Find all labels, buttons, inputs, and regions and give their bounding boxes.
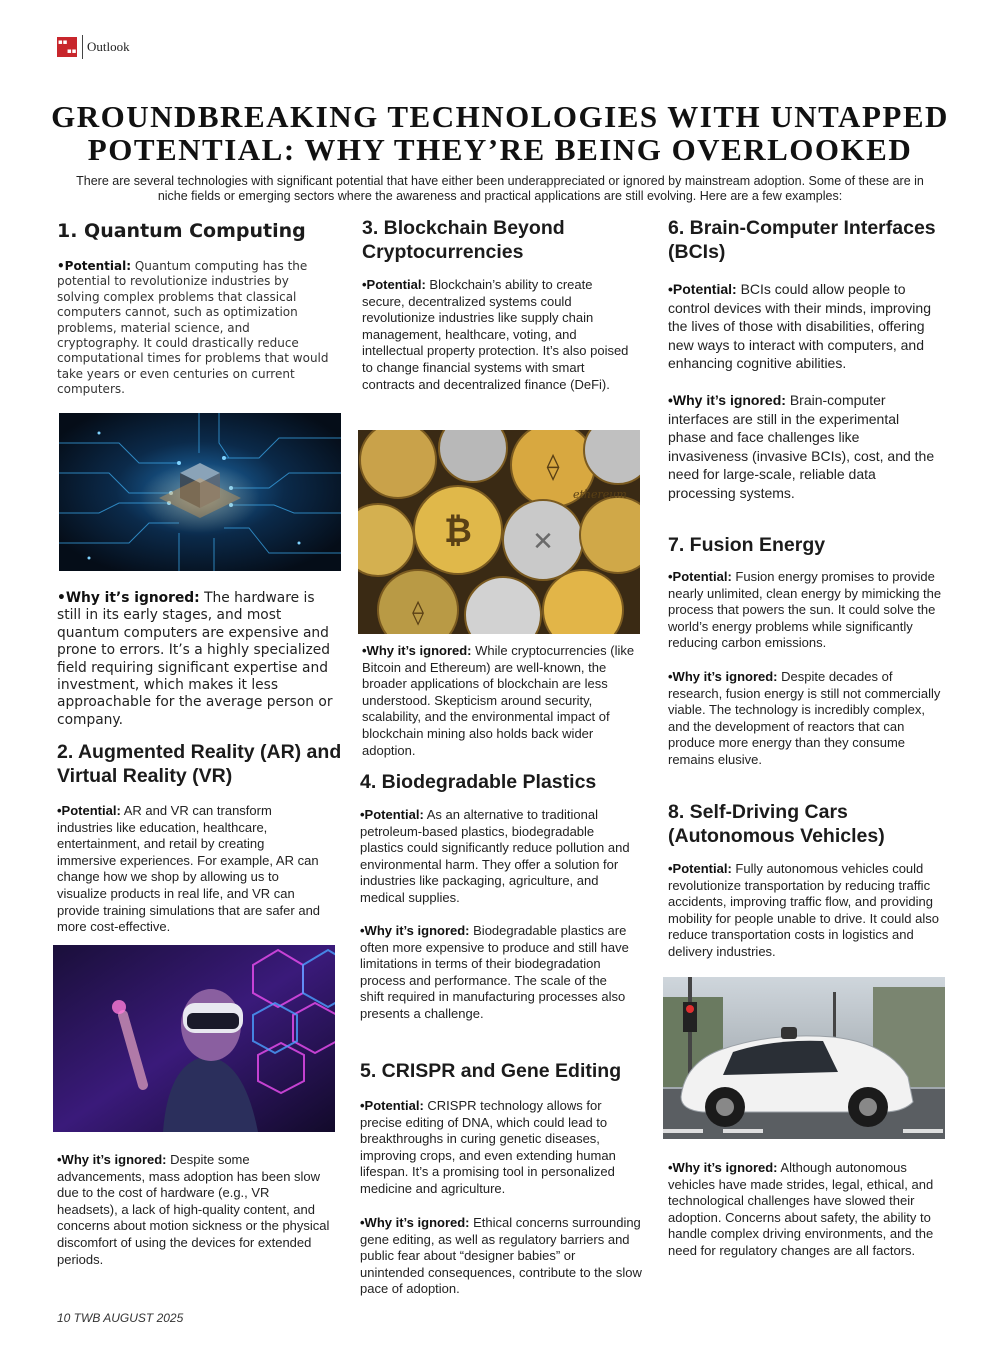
- section-heading: 2. Augmented Reality (AR) and Virtual Reality (VR): [57, 741, 342, 787]
- why-text: The hardware is still in its early stages, and most quantum computers are expensive and prone to errors. It’s a highly specialized field requiring significant expertise and investment, which makes it less approachable for the average person or company.: [57, 590, 333, 728]
- section-heading: 5. CRISPR and Gene Editing: [360, 1060, 622, 1082]
- logo-mark: ▪▪: [58, 38, 68, 46]
- page-title: [0, 100, 1000, 166]
- why-text: Despite some advancements, mass adoption has been slow due to the cost of hardware (e.g., VR headsets), a lack of high-quality content, and concerns about motion sickness or the physical discomfort of using the devices for extended periods.: [57, 1152, 330, 1267]
- why-text: Biodegradable plastics are often more expensive to produce and still have limitations in terms of their biodegradation process and performance. The scale of the shift required in manufacturing processes also presents a challenge.: [360, 923, 629, 1021]
- section-bioplastics-heading-block: [360, 770, 640, 794]
- section-heading: 8. Self-Driving Cars (Autonomous Vehicles): [668, 801, 885, 847]
- section-fusion-heading-block: [668, 533, 948, 557]
- why-label: •Why it’s ignored:: [362, 643, 472, 658]
- section-blockchain-why: [362, 643, 644, 759]
- section-quantum-why: [57, 590, 339, 729]
- potential-label: •Potential:: [668, 281, 737, 297]
- vr-headset-image: [53, 945, 335, 1132]
- section-arvr-potential: [57, 803, 327, 936]
- potential-text: CRISPR technology allows for precise editing of DNA, which could lead to breakthroughs in curing genetic diseases, improving crops, and even extending human lifespan. It’s a promising tool in personalized medicine and agriculture.: [360, 1098, 616, 1196]
- potential-text: AR and VR can transform industries like education, healthcare, entertainment, and retail by creating immersive experiences. For example, AR can change how we shop by allowing us to visualize products in real life, and VR can provide training simulations that are safer and more cost-effective.: [57, 803, 321, 935]
- logo-mark-2: ▪▪: [67, 47, 77, 55]
- section-label: Outlook: [87, 39, 130, 54]
- section-bci-heading-block: [668, 216, 953, 264]
- section-arvr-why: [57, 1152, 332, 1268]
- potential-label: •Potential:: [668, 861, 732, 876]
- potential-label: •Potential:: [360, 1098, 424, 1113]
- potential-label: •Potential:: [360, 807, 424, 822]
- why-text: Brain-computer interfaces are still in the experimental phase and face challenges like invasiveness (invasive BCIs), cost, and the need for large-scale, reliable data processing systems.: [668, 392, 935, 501]
- section-blockchain-potential: [362, 277, 630, 393]
- header-divider: [82, 35, 83, 59]
- crypto-coins-image: [358, 430, 640, 634]
- why-label: •Why it’s ignored:: [57, 1152, 167, 1167]
- why-text: Despite decades of research, fusion energy is still not commercially viable. The technology is incredibly complex, and the development of reactors that can produce more energy than they consume remains elusive.: [668, 669, 941, 767]
- why-label: •Why it’s ignored:: [668, 392, 786, 408]
- why-text: Ethical concerns surrounding gene editing, as well as regulatory barriers and public fear about “designer babies” or unintended consequences, contribute to the slow pace of adoption.: [360, 1215, 642, 1297]
- section-fusion-potential: [668, 569, 952, 652]
- ethereum-symbol-2: ⟠: [412, 598, 424, 626]
- section-heading: 6. Brain-Computer Interfaces (BCIs): [668, 217, 936, 263]
- why-label: •Why it’s ignored:: [668, 669, 778, 684]
- potential-text: Fusion energy promises to provide nearly unlimited, clean energy by mimicking the process that powers the sun. It could solve the world’s energy problems while significantly reducing carbon emissions.: [668, 569, 942, 651]
- section-heading: 4. Biodegradable Plastics: [360, 771, 597, 793]
- section-quantum-heading-block: [57, 220, 342, 242]
- section-blockchain-heading-block: [362, 216, 642, 264]
- section-fusion-why: [668, 669, 943, 769]
- why-label: •Why it’s ignored:: [360, 923, 470, 938]
- twb-logo: [57, 37, 77, 57]
- page-header: [57, 35, 130, 59]
- section-selfdriving-why: [668, 1160, 952, 1260]
- section-bioplastics-potential: [360, 807, 630, 907]
- potential-text: BCIs could allow people to control devices with their minds, improving the lives of those with disabilities, offering new ways to interact with computers, and enhancing cognitive abilities.: [668, 281, 931, 371]
- section-bci-potential: [668, 280, 950, 373]
- section-crispr-potential: [360, 1098, 638, 1198]
- section-bci-why: [668, 391, 938, 502]
- why-text: While cryptocurrencies (like Bitcoin and Ethereum) are well-known, the broader applications of blockchain are less understood. Skepticism around security, scalability, and the environmental impact of blockchain mining also holds back wider adoption.: [362, 643, 635, 758]
- section-crispr-heading-block: [360, 1059, 640, 1083]
- coin-label: ethereum: [573, 488, 627, 501]
- potential-text: Fully autonomous vehicles could revolutionize transportation by reducing traffic accidents, improving traffic flow, and providing mobility for people unable to drive. It could also reduce transportation costs in logistics and delivery industries.: [668, 861, 939, 959]
- potential-label: •Potential:: [362, 277, 426, 292]
- why-label: •Why it’s ignored:: [57, 590, 200, 606]
- why-text: Although autonomous vehicles have made strides, legal, ethical, and technological challenges have slowed their adoption. Concerns about safety, the ability to handle complex driving environments, and the need for regulatory changes are all factors.: [668, 1160, 934, 1258]
- potential-label: •Potential:: [668, 569, 732, 584]
- page-footer: 10 TWB AUGUST 2025: [57, 1311, 184, 1325]
- section-selfdriving-heading-block: [668, 800, 953, 848]
- quantum-chip-image: [59, 413, 341, 571]
- potential-text: Quantum computing has the potential to revolutionize industries by solving complex problems that classical computers cannot, such as optimization problems, material science, and cryptography. It could drastically reduce computational times for problems that would take years or even centuries on current computers.: [57, 259, 329, 397]
- section-arvr-heading-block: [57, 740, 342, 788]
- ethereum-symbol: ⟠: [546, 452, 560, 482]
- section-selfdriving-potential: [668, 861, 950, 961]
- title-line-2: POTENTIAL: WHY THEY’RE BEING OVERLOOKED: [87, 132, 913, 167]
- potential-text: Blockchain’s ability to create secure, decentralized systems could revolutionize industries like supply chain management, healthcare, voting, and intellectual property protection. It’s also poised to change financial systems with smart contracts and decentralized finance (DeFi).: [362, 277, 629, 392]
- section-quantum-potential: [57, 259, 332, 398]
- why-label: •Why it’s ignored:: [668, 1160, 778, 1175]
- section-bioplastics-why: [360, 923, 630, 1023]
- section-heading: 1. Quantum Computing: [57, 220, 306, 242]
- why-label: •Why it’s ignored:: [360, 1215, 470, 1230]
- ripple-symbol: ✕: [532, 527, 554, 557]
- section-heading: 7. Fusion Energy: [668, 534, 826, 556]
- title-line-1: GROUNDBREAKING TECHNOLOGIES WITH UNTAPPED: [51, 99, 949, 134]
- potential-label: •Potential:: [57, 803, 121, 818]
- potential-label: •Potential:: [57, 259, 131, 273]
- bitcoin-symbol: ₿: [444, 511, 472, 551]
- intro-paragraph: There are several technologies with significant potential that have either been underappreciated or ignored by mainstream adoption. Some of these are in niche fields or emerging sectors where the awareness and practical applications are still evolving. Here are a few examples:: [76, 174, 924, 203]
- section-heading: 3. Blockchain Beyond Cryptocurrencies: [362, 217, 565, 263]
- self-driving-car-image: [663, 977, 945, 1139]
- section-crispr-why: [360, 1215, 642, 1298]
- potential-text: As an alternative to traditional petroleum-based plastics, biodegradable plastics could significantly reduce pollution and environmental harm. They offer a solution for industries like packaging, agriculture, and medical supplies.: [360, 807, 630, 905]
